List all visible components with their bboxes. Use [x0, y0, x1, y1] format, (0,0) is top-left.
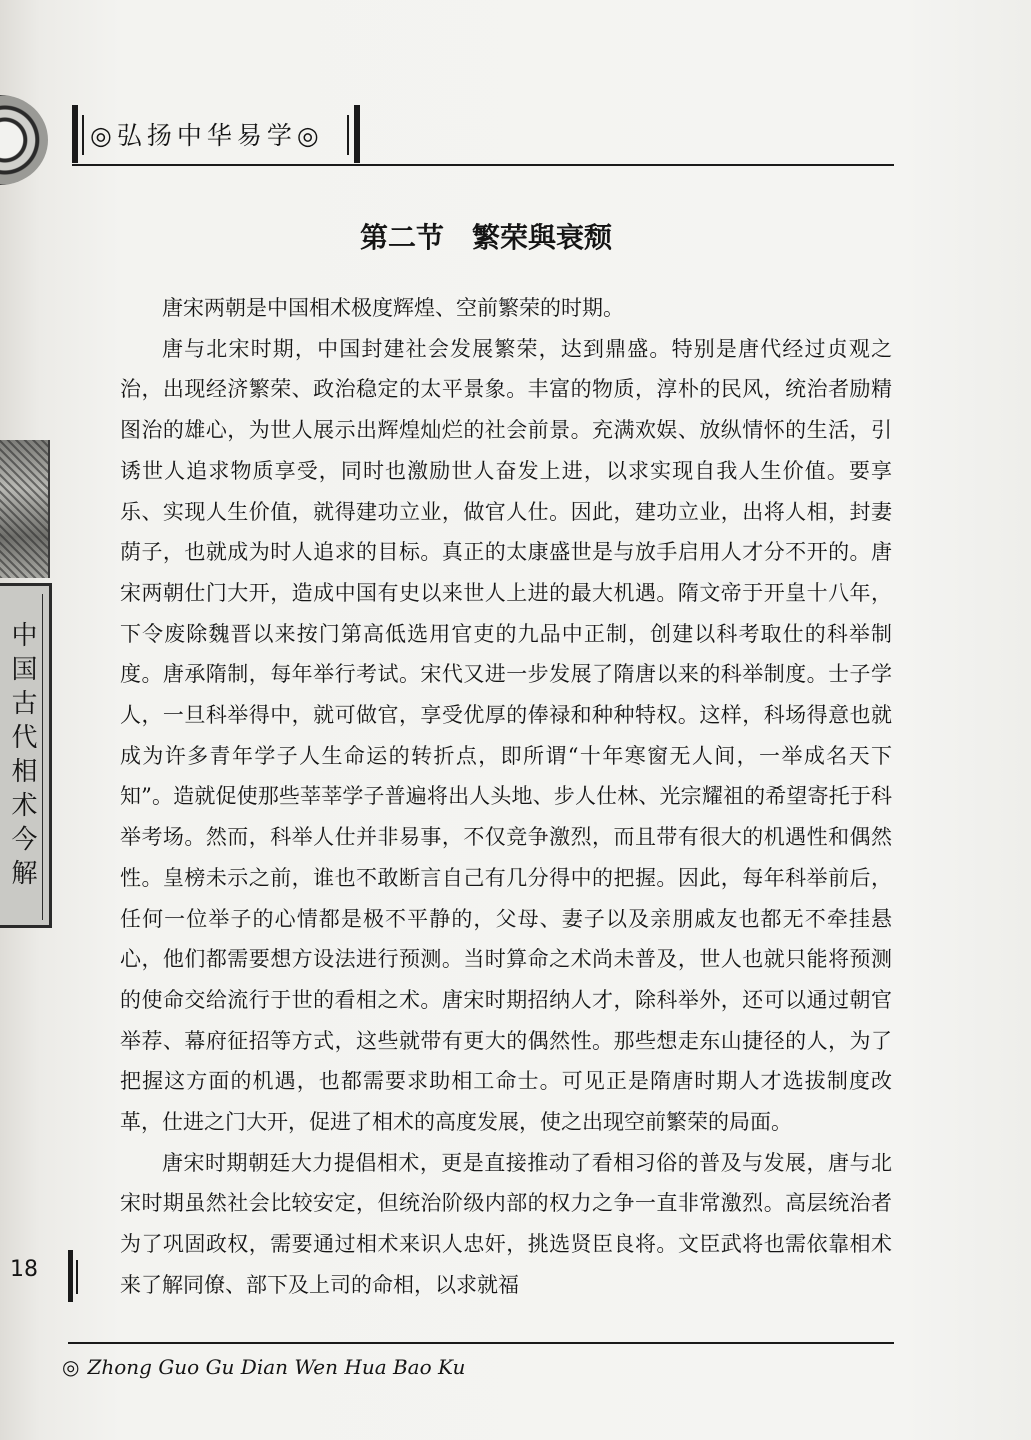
header-ornament-left-thin	[82, 115, 84, 155]
footer-circle-icon: ◎	[62, 1355, 80, 1379]
header-ornament-right-thin	[347, 115, 349, 155]
footer-rule	[68, 1342, 894, 1344]
footer-ornament	[68, 1250, 73, 1302]
paragraph: 唐宋两朝是中国相术极度辉煌、空前繁荣的时期。	[162, 296, 624, 320]
page-number: 18	[10, 1257, 38, 1282]
footer-series-text: Zhong Guo Gu Dian Wen Hua Bao Ku	[87, 1355, 466, 1379]
running-header-title: ◎弘扬中华易学◎	[90, 121, 324, 150]
section-title: 第二节 繁荣與衰颓	[360, 221, 613, 254]
footer-series-title	[62, 1350, 662, 1384]
body-text	[120, 288, 892, 1306]
side-book-title: 中国古代相术今解	[0, 594, 43, 920]
paragraph: 唐宋时期朝廷大力提倡相术，更是直接推动了看相习俗的普及与发展，唐与北宋时期虽然社会比较安定，但统治阶级内部的权力之争一直非常激烈。高层统治者为了巩固政权，需要通过相术来识人忠奸，挑选贤臣良将。文臣武将也需依靠相术来了解同僚、部下及上司的命相，以求就福	[120, 1150, 892, 1297]
footer-ornament-thin	[76, 1260, 78, 1294]
side-illustration	[0, 440, 50, 578]
paragraph: 唐与北宋时期，中国封建社会发展繁荣，达到鼎盛。特别是唐代经过贞观之治，出现经济繁荣、政治稳定的太平景象。丰富的物质，淳朴的民风，统治者励精图治的雄心，为世人展示出辉煌灿烂的社会前景。充满欢娱、放纵情怀的生活，引诱世人追求物质享受，同时也激励世人奋发上进，以求实现自我人生价值。要享乐、实现人生价值，就得建功立业，做官人仕。因此，建功立业，出将人相，封妻荫子，也就成为时人追求的目标。真正的太康盛世是与放手启用人才分不开的。唐宋两朝仕门大开，造成中国有史以来世人上进的最大机遇。隋文帝于开皇十八年，下令废除魏晋以来按门第高低选用官吏的九品中正制，创建以科考取仕的科举制度。唐承隋制，每年举行考试。宋代又进一步发展了隋唐以来的科举制度。士子学人，一旦科举得中，就可做官，享受优厚的俸禄和种种特权。这样，科场得意也就成为许多青年学子人生命运的转折点，即所谓“十年寒窗无人间，一举成名天下知”。造就促使那些莘莘学子普遍将出人头地、步人仕林、光宗耀祖的希望寄托于科举考场。然而，科举人仕并非易事，不仅竞争激烈，而且带有很大的机遇性和偶然性。皇榜未示之前，谁也不敢断言自己有几分得中的把握。因此，每年科举前后，任何一位举子的心情都是极不平静的，父母、妻子以及亲朋戚友也都无不牵挂悬心，他们都需要想方设法进行预测。当时算命之术尚未普及，世人也就只能将预测的使命交给流行于世的看相之术。唐宋时期招纳人才，除科举外，还可以通过朝官举荐、幕府征招等方式，这些就带有更大的偶然性。那些想走东山捷径的人，为了把握这方面的机遇，也都需要求助相工命士。可见正是隋唐时期人才选拔制度改革，仕进之门大开，促进了相术的高度发展，使之出现空前繁荣的局面。	[120, 336, 892, 1135]
header-ornament-right	[354, 105, 360, 163]
side-book-tab	[0, 583, 52, 928]
header-ornament-left	[72, 105, 78, 163]
header-rule	[72, 164, 894, 166]
